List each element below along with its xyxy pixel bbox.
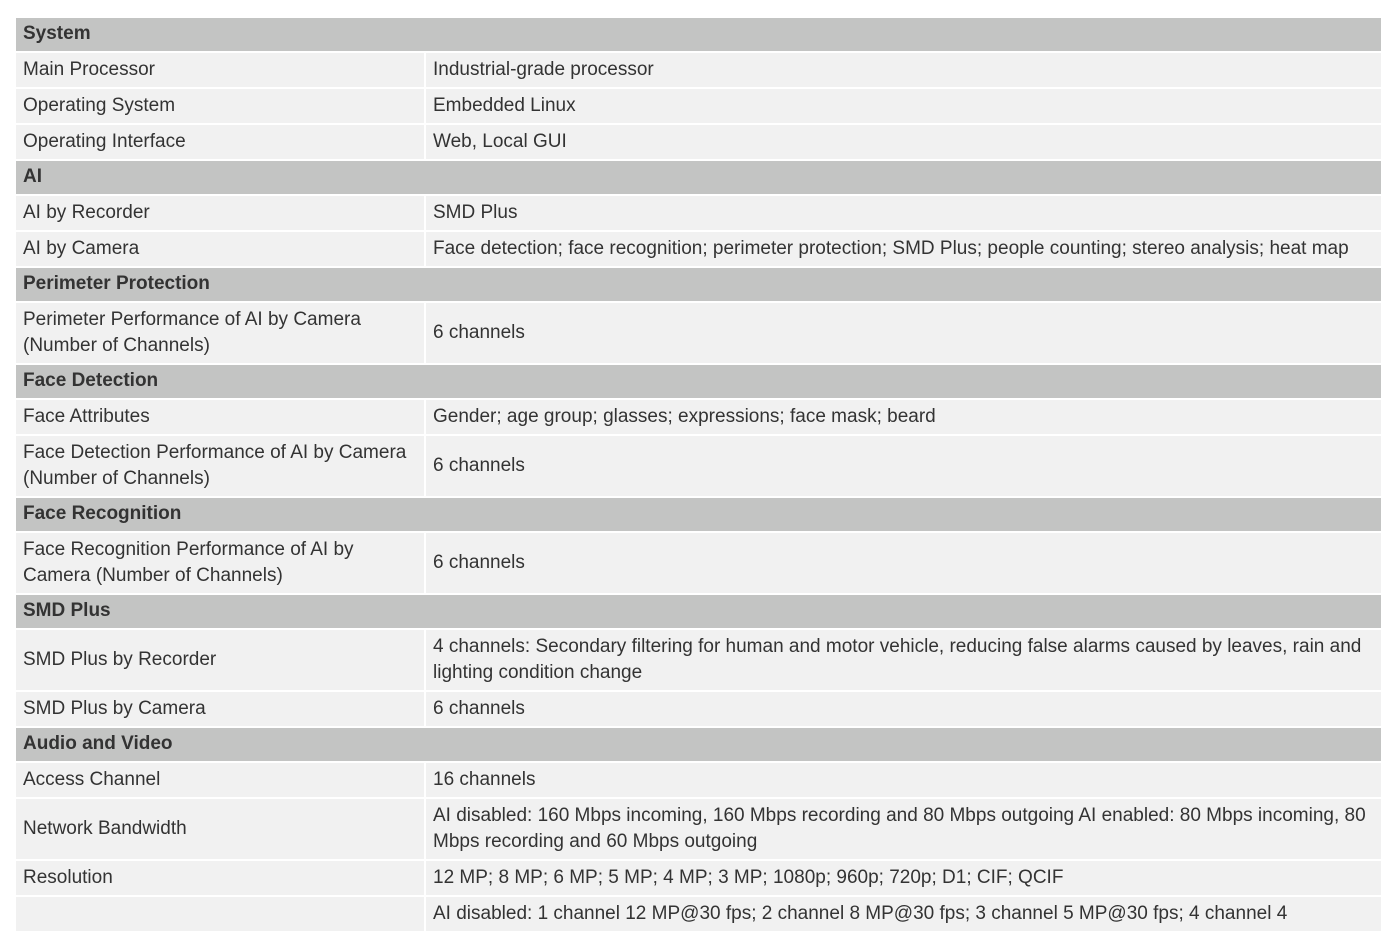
section-title: SMD Plus [16,594,1381,629]
spec-value: Web, Local GUI [425,124,1381,160]
spec-key [16,896,425,932]
spec-value: SMD Plus [425,195,1381,231]
section-title: AI [16,160,1381,195]
spec-row [16,860,1381,896]
section-header-face-recognition [16,497,1381,532]
section-title: Perimeter Protection [16,267,1381,302]
spec-value: 6 channels [425,691,1381,727]
spec-value: 6 channels [425,435,1381,497]
spec-key: Access Channel [16,762,425,798]
section-header-smd-plus [16,594,1381,629]
spec-key: Operating Interface [16,124,425,160]
section-header-face-detection [16,364,1381,399]
spec-row [16,896,1381,932]
spec-value: AI disabled: 160 Mbps incoming, 160 Mbps recording and 80 Mbps outgoing AI enabled: 80 Mbps incoming, 80 Mbps recording and 60 Mbps outgoing [425,798,1381,860]
spec-key: Network Bandwidth [16,798,425,860]
spec-row [16,435,1381,497]
section-header-ai [16,160,1381,195]
section-title: Audio and Video [16,727,1381,762]
spec-value: 6 channels [425,532,1381,594]
spec-row [16,798,1381,860]
spec-table-container [16,18,1381,933]
spec-row [16,124,1381,160]
spec-row [16,302,1381,364]
spec-row [16,399,1381,435]
spec-value: Industrial-grade processor [425,52,1381,88]
spec-row [16,88,1381,124]
spec-row [16,629,1381,691]
section-title: System [16,18,1381,52]
spec-key: Operating System [16,88,425,124]
spec-value: 4 channels: Secondary filtering for human and motor vehicle, reducing false alarms caused by leaves, rain and lighting condition change [425,629,1381,691]
spec-value: AI disabled: 1 channel 12 MP@30 fps; 2 channel 8 MP@30 fps; 3 channel 5 MP@30 fps; 4 channel 4 [425,896,1381,932]
spec-table [16,18,1381,933]
spec-key: SMD Plus by Recorder [16,629,425,691]
spec-key: Resolution [16,860,425,896]
spec-row [16,52,1381,88]
spec-key: Main Processor [16,52,425,88]
spec-row [16,532,1381,594]
spec-key: Face Detection Performance of AI by Camera (Number of Channels) [16,435,425,497]
section-title: Face Recognition [16,497,1381,532]
spec-row [16,195,1381,231]
spec-key: SMD Plus by Camera [16,691,425,727]
spec-key: Face Attributes [16,399,425,435]
spec-value: 12 MP; 8 MP; 6 MP; 5 MP; 4 MP; 3 MP; 1080p; 960p; 720p; D1; CIF; QCIF [425,860,1381,896]
spec-value: Embedded Linux [425,88,1381,124]
spec-key: AI by Camera [16,231,425,267]
spec-key: AI by Recorder [16,195,425,231]
spec-key: Face Recognition Performance of AI by Camera (Number of Channels) [16,532,425,594]
section-header-perimeter-protection [16,267,1381,302]
spec-value: Gender; age group; glasses; expressions; face mask; beard [425,399,1381,435]
spec-value: Face detection; face recognition; perimeter protection; SMD Plus; people counting; stereo analysis; heat map [425,231,1381,267]
spec-row [16,231,1381,267]
spec-row [16,691,1381,727]
spec-value: 6 channels [425,302,1381,364]
section-header-system [16,18,1381,52]
section-header-audio-and-video [16,727,1381,762]
spec-key: Perimeter Performance of AI by Camera (Number of Channels) [16,302,425,364]
spec-value: 16 channels [425,762,1381,798]
spec-row [16,762,1381,798]
section-title: Face Detection [16,364,1381,399]
